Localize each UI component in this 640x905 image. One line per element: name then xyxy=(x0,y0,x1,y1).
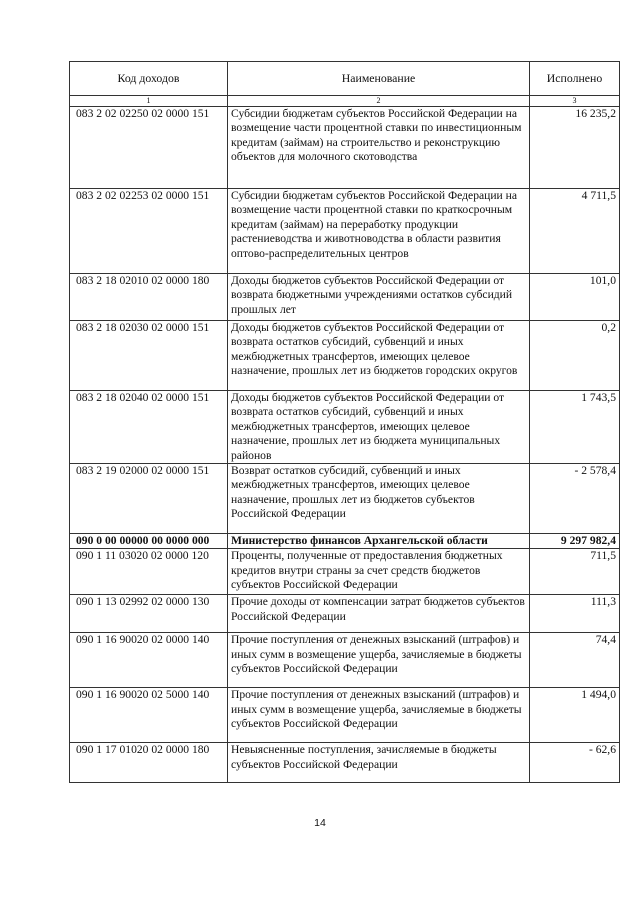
row-amount: 0,2 xyxy=(530,321,620,391)
table-row xyxy=(70,688,620,743)
page-number: 14 xyxy=(314,817,326,829)
header-name: Наименование xyxy=(228,62,530,96)
table-row xyxy=(70,189,620,274)
table-row xyxy=(70,549,620,595)
row-code: 090 1 11 03020 02 0000 120 xyxy=(70,549,228,595)
row-amount: - 2 578,4 xyxy=(530,464,620,534)
row-amount: 711,5 xyxy=(530,549,620,595)
row-name: Прочие поступления от денежных взысканий (штрафов) и иных сумм в возмещение ущерба, зачисляемые в бюджеты субъектов Российской Федерации xyxy=(228,633,530,688)
row-code: 083 2 18 02040 02 0000 151 xyxy=(70,391,228,464)
row-name: Доходы бюджетов субъектов Российской Федерации от возврата остатков субсидий, субвенций и иных межбюджетных трансфертов, имеющих целевое назначение, прошлых лет из бюджета муниципальных районов xyxy=(228,391,530,464)
row-amount: 9 297 982,4 xyxy=(530,534,620,549)
row-amount: 1 494,0 xyxy=(530,688,620,743)
column-number: 3 xyxy=(530,96,620,107)
row-name: Субсидии бюджетам субъектов Российской Федерации на возмещение части процентной ставки по инвестиционным кредитам (займам) на строительство и реконструкцию объектов для молочного скотоводства xyxy=(228,107,530,189)
row-code: 083 2 18 02010 02 0000 180 xyxy=(70,274,228,321)
row-amount: 111,3 xyxy=(530,595,620,633)
row-name: Прочие поступления от денежных взысканий (штрафов) и иных сумм в возмещение ущерба, зачисляемые в бюджеты субъектов Российской Федерации xyxy=(228,688,530,743)
row-amount: 16 235,2 xyxy=(530,107,620,189)
row-amount: - 62,6 xyxy=(530,743,620,783)
table-row xyxy=(70,107,620,189)
table-row xyxy=(70,321,620,391)
column-number: 2 xyxy=(228,96,530,107)
row-code: 090 0 00 00000 00 0000 000 xyxy=(70,534,228,549)
row-code: 090 1 16 90020 02 0000 140 xyxy=(70,633,228,688)
row-code: 090 1 13 02992 02 0000 130 xyxy=(70,595,228,633)
header-code: Код доходов xyxy=(70,62,228,96)
column-number: 1 xyxy=(70,96,228,107)
table-row xyxy=(70,743,620,783)
table-row xyxy=(70,595,620,633)
row-name: Субсидии бюджетам субъектов Российской Федерации на возмещение части процентной ставки по краткосрочным кредитам (займам) на переработку продукции растениеводства и животноводства в области развития оптово-распределительных центров xyxy=(228,189,530,274)
row-name: Министерство финансов Архангельской области xyxy=(228,534,530,549)
row-name: Прочие доходы от компенсации затрат бюджетов субъектов Российской Федерации xyxy=(228,595,530,633)
column-number-row xyxy=(70,96,620,107)
row-amount: 4 711,5 xyxy=(530,189,620,274)
row-code: 083 2 18 02030 02 0000 151 xyxy=(70,321,228,391)
table-body xyxy=(70,107,620,783)
table-row xyxy=(70,464,620,534)
row-code: 090 1 17 01020 02 0000 180 xyxy=(70,743,228,783)
table-row xyxy=(70,391,620,464)
table-header-row xyxy=(70,62,620,96)
row-name: Возврат остатков субсидий, субвенций и иных межбюджетных трансфертов, имеющих целевое назначение, прошлых лет из бюджетов субъектов Российской Федерации xyxy=(228,464,530,534)
revenue-table xyxy=(69,61,620,783)
row-amount: 1 743,5 xyxy=(530,391,620,464)
table-row xyxy=(70,633,620,688)
row-name: Доходы бюджетов субъектов Российской Федерации от возврата бюджетными учреждениями остатков субсидий прошлых лет xyxy=(228,274,530,321)
document-page xyxy=(69,61,619,783)
row-code: 083 2 02 02253 02 0000 151 xyxy=(70,189,228,274)
row-amount: 101,0 xyxy=(530,274,620,321)
table-row xyxy=(70,274,620,321)
row-code: 090 1 16 90020 02 5000 140 xyxy=(70,688,228,743)
row-amount: 74,4 xyxy=(530,633,620,688)
row-code: 083 2 02 02250 02 0000 151 xyxy=(70,107,228,189)
row-name: Проценты, полученные от предоставления бюджетных кредитов внутри страны за счет средств бюджетов субъектов Российской Федерации xyxy=(228,549,530,595)
row-name: Невыясненные поступления, зачисляемые в бюджеты субъектов Российской Федерации xyxy=(228,743,530,783)
table-row xyxy=(70,534,620,549)
row-name: Доходы бюджетов субъектов Российской Федерации от возврата остатков субсидий, субвенций и иных межбюджетных трансфертов, имеющих целевое назначение, прошлых лет из бюджетов городских округов xyxy=(228,321,530,391)
row-code: 083 2 19 02000 02 0000 151 xyxy=(70,464,228,534)
header-amount: Исполнено xyxy=(530,62,620,96)
